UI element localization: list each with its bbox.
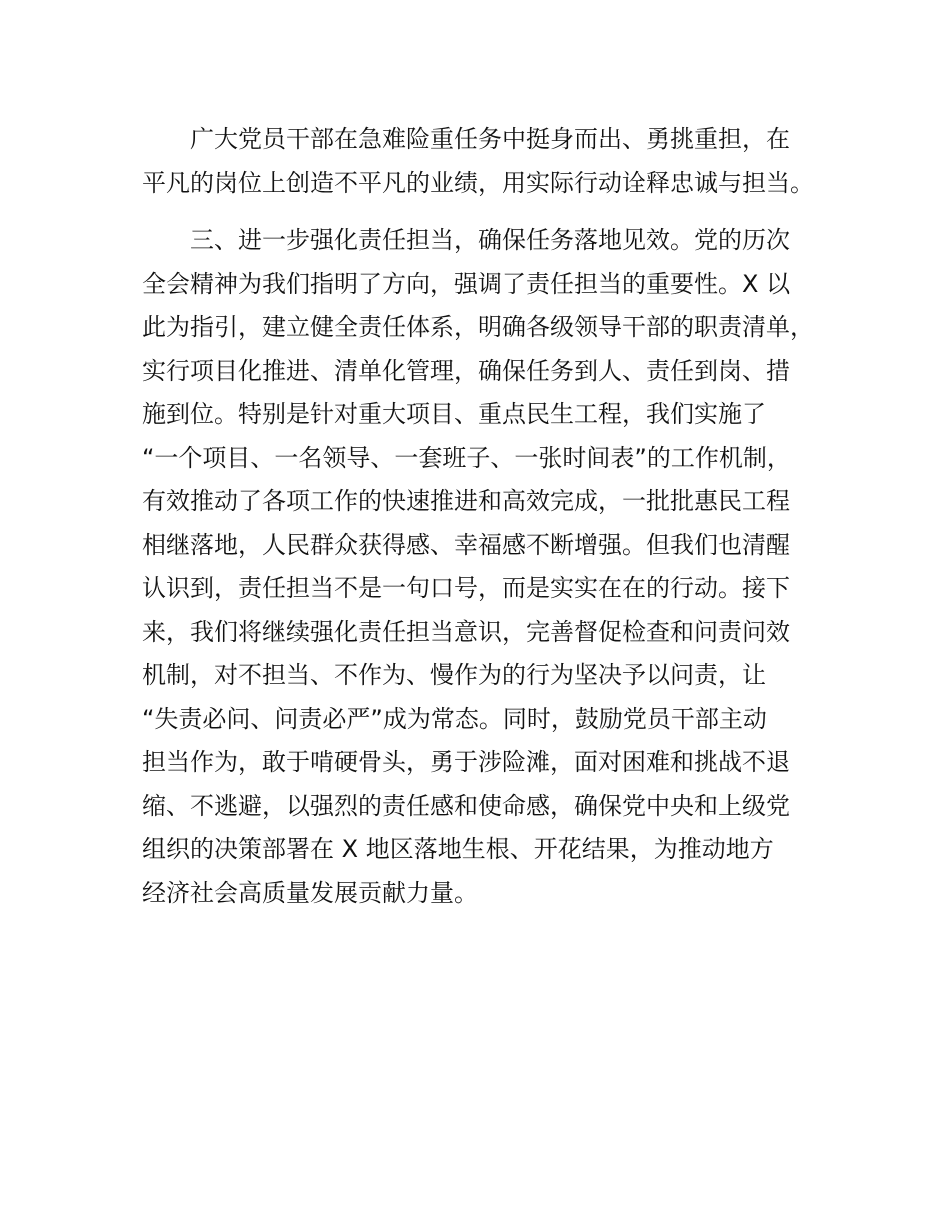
text-line: 机制，对不担当、不作为、慢作为的行为坚决予以问责，让 [142,661,766,689]
text-line: 此为指引，建立健全责任体系，明确各级领导干部的职责清单， [142,313,814,341]
paragraph-2 [142,219,832,915]
text-line: 认识到，责任担当不是一句口号，而是实实在在的行动。接下 [142,574,790,602]
text-line: 平凡的岗位上创造不平凡的业绩，用实际行动诠释忠诚与担当。 [142,168,814,197]
text-line: 三、进一步强化责任担当，确保任务落地见效。党的历次 [190,226,790,254]
text-line: 经济社会高质量发展贡献力量。 [142,878,478,907]
text-line: 施到位。特别是针对重大项目、重点民生工程，我们实施了 [142,400,766,428]
text-line: 组织的决策部署在 X 地区落地生根、开花结果，为推动地方 [142,835,774,863]
text-line: 来，我们将继续强化责任担当意识，完善督促检查和问责问效 [142,617,790,646]
text-line: 担当作为，敢于啃硬骨头，勇于涉险滩，面对困难和挑战不退 [142,748,790,776]
text-line: 广大党员干部在急难险重任务中挺身而出、勇挑重担，在 [190,125,790,153]
text-line: 相继落地，人民群众获得感、幸福感不断增强。但我们也清醒 [142,530,790,559]
text-line: “失责必问、问责必严”成为常态。同时，鼓励党员干部主动 [142,704,767,733]
paragraph-1 [142,118,832,205]
paragraph-spacing [142,205,832,219]
document-body [142,118,832,915]
text-line: 有效推动了各项工作的快速推进和高效完成，一批批惠民工程 [142,487,790,515]
text-line: 缩、不逃避，以强烈的责任感和使命感，确保党中央和上级党 [142,791,790,820]
text-line: 实行项目化推进、清单化管理，确保任务到人、责任到岗、措 [142,356,790,385]
text-line: “一个项目、一名领导、一套班子、一张时间表”的工作机制， [142,443,791,472]
text-line: 全会精神为我们指明了方向，强调了责任担当的重要性。X 以 [142,269,791,298]
